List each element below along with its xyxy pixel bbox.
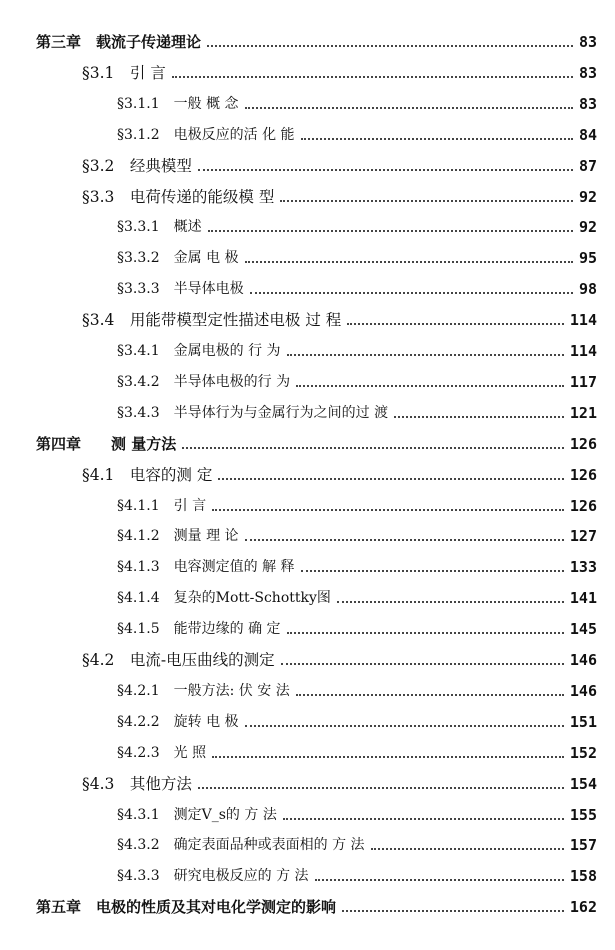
dot-leader	[337, 601, 564, 603]
toc-entry-title: §3.1.2 电极反应的活 化 能	[117, 125, 301, 145]
toc-entry-title: §4.1.5 能带边缘的 确 定	[117, 619, 287, 639]
toc-entry-title: §4.1.1 引 言	[117, 496, 212, 516]
toc-entry-title: §3.4.3 半导体行为与金属行为之间的过 渡	[117, 403, 394, 423]
toc-page-number: 154	[566, 774, 597, 794]
toc-entry-title: §4.2.3 光 照	[117, 743, 212, 763]
dot-leader	[301, 138, 573, 140]
toc-subsection-entry	[0, 805, 615, 831]
toc-entry-title: §3.3.2 金属 电 极	[117, 248, 245, 268]
toc-subsection-entry	[0, 496, 615, 522]
dot-leader	[394, 416, 564, 418]
toc-chapter-entry	[0, 32, 615, 58]
toc-section-entry	[0, 774, 615, 800]
dot-leader	[212, 509, 564, 511]
toc-subsection-entry	[0, 866, 615, 892]
toc-entry-title: §3.1.1 一般 概 念	[117, 94, 245, 114]
dot-leader	[280, 200, 573, 202]
toc-page-number: 133	[566, 557, 597, 577]
toc-entry-title: §4.3.2 确定表面品种或表面相的 方 法	[117, 835, 371, 855]
toc-section-entry	[0, 310, 615, 336]
dot-leader	[208, 230, 573, 232]
toc-entry-title: §3.3.3 半导体电极	[117, 279, 250, 299]
toc-subsection-entry	[0, 94, 615, 120]
toc-page-number: 92	[575, 217, 597, 237]
dot-leader	[287, 632, 564, 634]
toc-page-number: 126	[566, 434, 597, 454]
toc-section-entry	[0, 650, 615, 676]
dot-leader	[315, 879, 564, 881]
toc-subsection-entry	[0, 588, 615, 614]
toc-page-number: 146	[566, 681, 597, 701]
toc-entry-title: 第五章 电极的性质及其对电化学测定的影响	[36, 897, 342, 917]
dot-leader	[212, 756, 564, 758]
dot-leader	[245, 725, 564, 727]
toc-subsection-entry	[0, 835, 615, 861]
toc-entry-title: §4.1.4 复杂的Mott-Schottky图	[117, 588, 337, 608]
toc-page-number: 127	[566, 526, 597, 546]
dot-leader	[347, 323, 564, 325]
toc-section-entry	[0, 156, 615, 182]
dot-leader	[198, 169, 573, 171]
toc-page-number: 87	[575, 156, 597, 176]
toc-subsection-entry	[0, 279, 615, 305]
dot-leader	[207, 45, 573, 47]
toc-entry-title: §4.1 电容的测 定	[82, 465, 218, 485]
toc-page-number: 117	[566, 372, 597, 392]
toc-page-number: 83	[575, 63, 597, 83]
dot-leader	[172, 76, 573, 78]
dot-leader	[218, 478, 564, 480]
toc-page-number: 84	[575, 125, 597, 145]
toc-subsection-entry	[0, 217, 615, 243]
toc-section-entry	[0, 187, 615, 213]
toc-page-number: 145	[566, 619, 597, 639]
toc-entry-title: §3.3.1 概述	[117, 217, 208, 237]
toc-subsection-entry	[0, 248, 615, 274]
dot-leader	[301, 570, 564, 572]
toc-page-number: 158	[566, 866, 597, 886]
toc-entry-title: §3.2 经典模型	[82, 156, 198, 176]
toc-entry-title: §3.4 用能带模型定性描述电极 过 程	[82, 310, 347, 330]
toc-entry-title: §3.1 引 言	[82, 63, 172, 83]
dot-leader	[250, 292, 573, 294]
dot-leader	[283, 818, 564, 820]
toc-page-number: 141	[566, 588, 597, 608]
dot-leader	[296, 694, 564, 696]
toc-page-number: 152	[566, 743, 597, 763]
dot-leader	[245, 107, 573, 109]
toc-page-number: 114	[566, 310, 597, 330]
toc-page-number: 126	[566, 496, 597, 516]
toc-entry-title: 第三章 载流子传递理论	[36, 32, 207, 52]
toc-subsection-entry	[0, 125, 615, 151]
dot-leader	[287, 354, 564, 356]
dot-leader	[182, 447, 564, 449]
toc-entry-title: §4.1.3 电容测定值的 解 释	[117, 557, 301, 577]
toc-entry-title: §4.2.2 旋转 电 极	[117, 712, 245, 732]
toc-subsection-entry	[0, 526, 615, 552]
dot-leader	[245, 539, 564, 541]
toc-page-number: 146	[566, 650, 597, 670]
toc-page-number: 114	[566, 341, 597, 361]
dot-leader	[245, 261, 573, 263]
toc-entry-title: §4.3.1 测定V_s的 方 法	[117, 805, 283, 825]
dot-leader	[198, 787, 564, 789]
toc-page-number: 95	[575, 248, 597, 268]
toc-page-number: 155	[566, 805, 597, 825]
toc-page-number: 121	[566, 403, 597, 423]
toc-entry-title: §4.3 其他方法	[82, 774, 198, 794]
toc-subsection-entry	[0, 557, 615, 583]
toc-entry-title: §3.4.1 金属电极的 行 为	[117, 341, 287, 361]
toc-entry-title: §4.2 电流-电压曲线的测定	[82, 650, 281, 670]
toc-chapter-entry	[0, 897, 615, 923]
toc-entry-title: 第四章 测 量方法	[36, 434, 182, 454]
toc-subsection-entry	[0, 743, 615, 769]
dot-leader	[296, 385, 564, 387]
toc-entry-title: §3.3 电荷传递的能级模 型	[82, 187, 280, 207]
toc-page-number: 126	[566, 465, 597, 485]
toc-entry-title: §3.4.2 半导体电极的行 为	[117, 372, 296, 392]
toc-subsection-entry	[0, 681, 615, 707]
toc-entry-title: §4.3.3 研究电极反应的 方 法	[117, 866, 315, 886]
toc-page-number: 151	[566, 712, 597, 732]
toc-page-number: 92	[575, 187, 597, 207]
toc-subsection-entry	[0, 712, 615, 738]
toc-subsection-entry	[0, 619, 615, 645]
toc-page-number: 83	[575, 32, 597, 52]
dot-leader	[281, 663, 564, 665]
toc-entry-title: §4.2.1 一般方法: 伏 安 法	[117, 681, 296, 701]
toc-section-entry	[0, 63, 615, 89]
dot-leader	[371, 848, 564, 850]
toc-section-entry	[0, 465, 615, 491]
toc-page-number: 98	[575, 279, 597, 299]
toc-page-number: 157	[566, 835, 597, 855]
toc-subsection-entry	[0, 341, 615, 367]
toc-page-number: 83	[575, 94, 597, 114]
toc-chapter-entry	[0, 434, 615, 460]
toc-subsection-entry	[0, 403, 615, 429]
toc-entry-title: §4.1.2 测量 理 论	[117, 526, 245, 546]
toc-page-number: 162	[566, 897, 597, 917]
toc-subsection-entry	[0, 372, 615, 398]
dot-leader	[342, 910, 564, 912]
